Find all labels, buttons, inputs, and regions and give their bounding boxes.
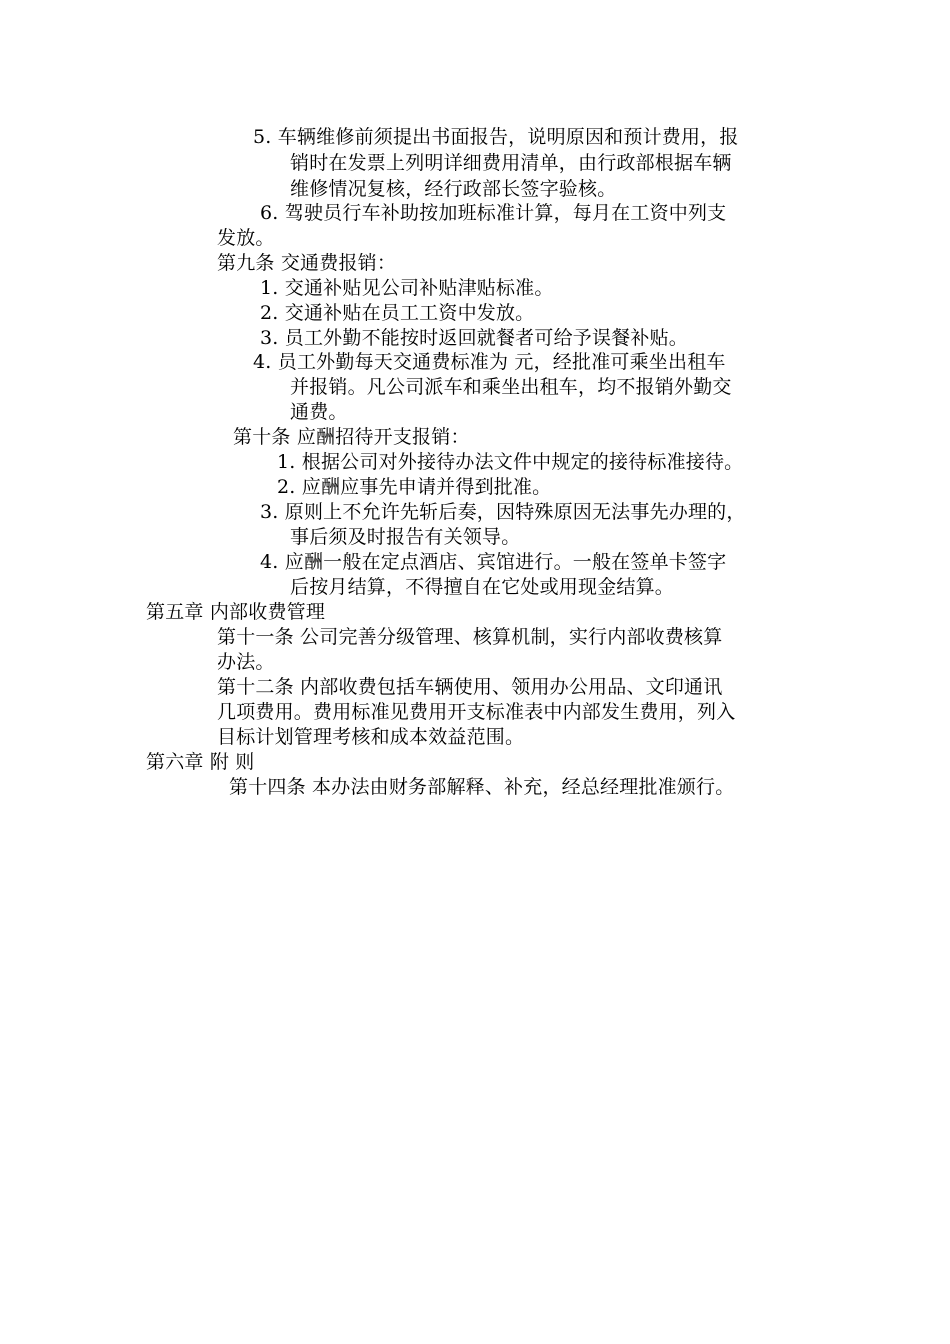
item-5-line-2: 销时在发票上列明详细费用清单，由行政部根据车辆 [290,152,732,174]
article-10-item-2: 2. 应酬应事先申请并得到批准。 [277,476,552,498]
article-9-item-4-line-2: 并报销。凡公司派车和乘坐出租车，均不报销外勤交 [290,376,732,398]
article-11-line-1: 第十一条 公司完善分级管理、核算机制，实行内部收费核算 [217,626,723,648]
article-14: 第十四条 本办法由财务部解释、补充，经总经理批准颁行。 [229,776,735,798]
article-9-item-1: 1. 交通补贴见公司补贴津贴标准。 [260,277,554,299]
item-5-line-1: 5. 车辆维修前须提出书面报告，说明原因和预计费用，报 [253,126,739,148]
article-9-item-2: 2. 交通补贴在员工工资中发放。 [260,302,535,324]
chapter-5-heading: 第五章 内部收费管理 [146,601,326,623]
article-10-heading: 第十条 应酬招待开支报销： [233,426,470,448]
chapter-6-heading: 第六章 附 则 [146,751,255,773]
article-10-item-4-line-1: 4. 应酬一般在定点酒店、宾馆进行。一般在签单卡签字 [260,551,727,573]
item-6-line-1: 6. 驾驶员行车补助按加班标准计算，每月在工资中列支 [260,202,727,224]
article-9-item-3: 3. 员工外勤不能按时返回就餐者可给予误餐补贴。 [260,327,688,349]
item-6-line-2: 发放。 [217,227,275,249]
article-10-item-4-line-2: 后按月结算，不得擅自在它处或用现金结算。 [290,576,675,598]
article-10-item-3-line-1: 3. 原则上不允许先斩后奏，因特殊原因无法事先办理的， [260,501,746,523]
article-12-line-3: 目标计划管理考核和成本效益范围。 [217,726,525,748]
article-9-heading: 第九条 交通费报销： [217,252,397,274]
article-10-item-3-line-2: 事后须及时报告有关领导。 [290,526,521,548]
article-9-item-4-line-1: 4. 员工外勤每天交通费标准为 元，经批准可乘坐出租车 [253,351,726,373]
item-5-line-3: 维修情况复核，经行政部长签字验核。 [290,178,617,200]
article-9-item-4-line-3: 通费。 [290,401,348,423]
article-12-line-2: 几项费用。费用标准见费用开支标准表中内部发生费用，列入 [217,701,736,723]
article-10-item-1: 1. 根据公司对外接待办法文件中规定的接待标准接待。 [277,451,744,473]
article-12-line-1: 第十二条 内部收费包括车辆使用、领用办公用品、文印通讯 [217,676,723,698]
article-11-line-2: 办法。 [217,651,275,673]
